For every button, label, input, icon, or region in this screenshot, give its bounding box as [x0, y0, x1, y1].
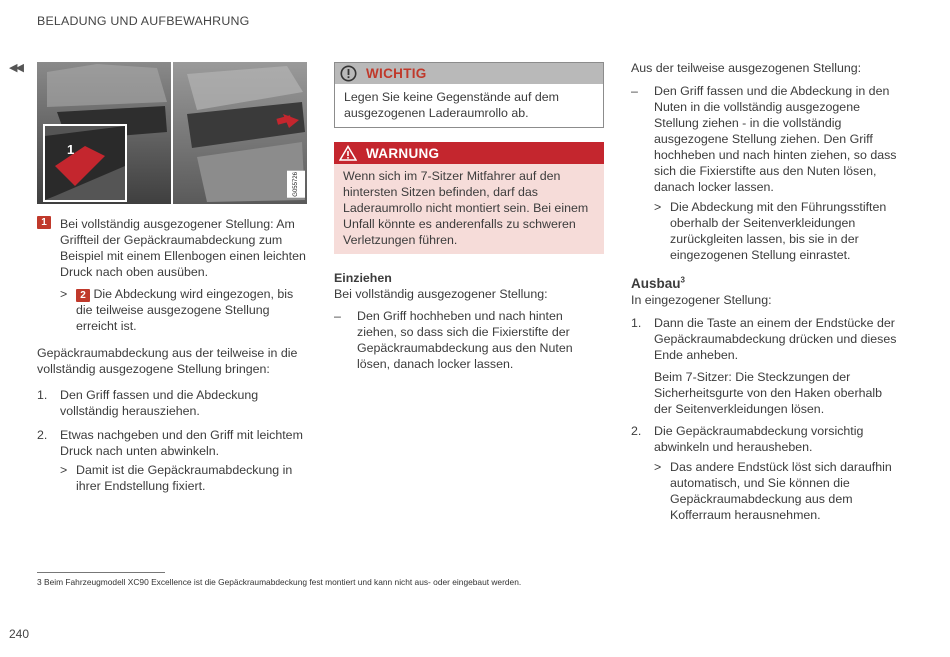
- step-1: [37, 216, 307, 280]
- dash-marker: –: [334, 309, 341, 323]
- result-marker: >: [654, 200, 662, 214]
- figure-code: G055726: [287, 171, 305, 198]
- result-marker: >: [654, 460, 662, 474]
- important-body: Legen Sie keine Gegenstände auf dem ausgezogenen Laderaumrollo ab.: [344, 90, 559, 120]
- callout-1-label: 1: [67, 142, 75, 157]
- footnote-ref[interactable]: 3: [680, 275, 685, 285]
- result-text: Damit ist die Gepäckraumabdeckung in ihrer Endstellung fixiert.: [76, 463, 293, 493]
- list-item: [37, 427, 307, 494]
- handle-detail-inset: [43, 124, 127, 202]
- retract-intro: Bei vollständig ausgezogener Stellung:: [334, 287, 548, 301]
- warning-title: WARNUNG: [366, 146, 440, 161]
- warning-header: [334, 142, 604, 164]
- important-box: [334, 62, 604, 128]
- list-item: [631, 315, 903, 363]
- list-number: 1.: [37, 388, 48, 402]
- list-text: Die Gepäckraumabdeckung vorsichtig abwinkeln und herausheben.: [654, 424, 864, 454]
- list-result: [654, 459, 903, 523]
- list-number: 2.: [37, 428, 48, 442]
- column-1: [37, 62, 307, 494]
- col1-intro: Gepäckraumabdeckung aus der teilweise in die vollständig ausgezogene Stellung bringen:: [37, 346, 298, 376]
- list-note: [631, 369, 903, 417]
- retract-item: [334, 308, 604, 372]
- result-marker: >: [60, 287, 68, 301]
- footnote-divider: [37, 572, 165, 573]
- footnote-number: 3: [37, 577, 42, 587]
- warning-box: [334, 142, 604, 254]
- result-text: Das andere Endstück löst sich daraufhin automatisch, und Sie können die Gepäckraumabdeckung aus dem Kofferraum herausnehmen.: [670, 460, 892, 522]
- list-text: Dann die Taste an einem der Endstücke der Gepäckraumabdeckung drücken und dieses Ende anheben.: [654, 316, 897, 362]
- important-title: WICHTIG: [366, 66, 427, 81]
- result-marker: >: [60, 463, 68, 477]
- removal-heading-text: Ausbau: [631, 276, 681, 291]
- warning-triangle-icon: [339, 145, 357, 161]
- step-1-text: Bei vollständig ausgezogener Stellung: Am Griffteil der Gepäckraumabdeckung zum Beispiel mit einem Ellenbogen einen leichten Druck nach oben ausüben.: [60, 217, 306, 279]
- list-item: [631, 423, 903, 523]
- list-number: 1.: [631, 316, 642, 330]
- retract-heading: Einziehen: [334, 271, 392, 285]
- footnote-text: Beim Fahrzeugmodell XC90 Excellence ist die Gepäckraumabdeckung fest montiert und kann nicht aus- oder eingebaut werden.: [44, 577, 522, 587]
- step-1-result: [37, 286, 307, 334]
- warning-body: Wenn sich im 7-Sitzer Mitfahrer auf den hintersten Sitzen befinden, darf das Laderaumrollo nicht montiert sein. Bei einem Unfall könnte es anderenfalls zu schweren Verletzungen führen.: [343, 169, 589, 247]
- list-note-text: Beim 7-Sitzer: Die Steckzungen der Sicherheitsgurte von den Haken oberhalb der Seitenverkleidungen lösen.: [654, 370, 882, 416]
- retract-item-text: Den Griff hochheben und nach hinten ziehen, so dass sich die Fixierstifte der Gepäckraumabdeckung aus den Nuten lösen, danach locker lassen.: [357, 309, 573, 371]
- result-text: Die Abdeckung mit den Führungsstiften oberhalb der Seitenverkleidungen zurückgleiten lassen, bis sie in der eingezogenen Stellung einrastet.: [670, 200, 887, 262]
- important-header: [335, 63, 603, 84]
- back-navigation-icon[interactable]: ◀◀: [9, 62, 22, 74]
- removal-intro: In eingezogener Stellung:: [631, 293, 772, 307]
- list-text: Etwas nachgeben und den Griff mit leichtem Druck nach unten abwinkeln.: [60, 428, 303, 458]
- step-1-result-text: Die Abdeckung wird eingezogen, bis die teilweise ausgezogene Stellung erreicht ist.: [76, 287, 294, 333]
- column-2: [334, 62, 604, 372]
- col3-intro: Aus der teilweise ausgezogenen Stellung:: [631, 61, 862, 75]
- removal-heading: [631, 276, 903, 292]
- cargo-cover-photo: [37, 62, 307, 204]
- list-number: 2.: [631, 424, 642, 438]
- extend-item-text: Den Griff fassen und die Abdeckung in den Nuten in die vollständig ausgezogene Stellung ziehen - in die vollständig ausgezogene Stellung ziehen. Den Griff hochheben und nach hinten ziehen, so dass sich die Fixierstifte aus den Nuten lösen, danach locker lassen.: [654, 84, 897, 194]
- list-item: [37, 387, 307, 419]
- list-result: [60, 462, 307, 494]
- extend-result: [654, 199, 903, 263]
- step-2-badge: 2: [76, 289, 90, 302]
- step-1-badge: 1: [37, 216, 51, 229]
- footnote: [37, 577, 521, 588]
- column-3: [631, 60, 903, 523]
- info-circle-icon: [340, 65, 357, 82]
- page-header: BELADUNG UND AUFBEWAHRUNG: [37, 14, 250, 28]
- extend-item: [631, 83, 903, 263]
- list-text: Den Griff fassen und die Abdeckung vollständig herausziehen.: [60, 388, 259, 418]
- page-number: 240: [9, 627, 30, 641]
- dash-marker: –: [631, 84, 638, 98]
